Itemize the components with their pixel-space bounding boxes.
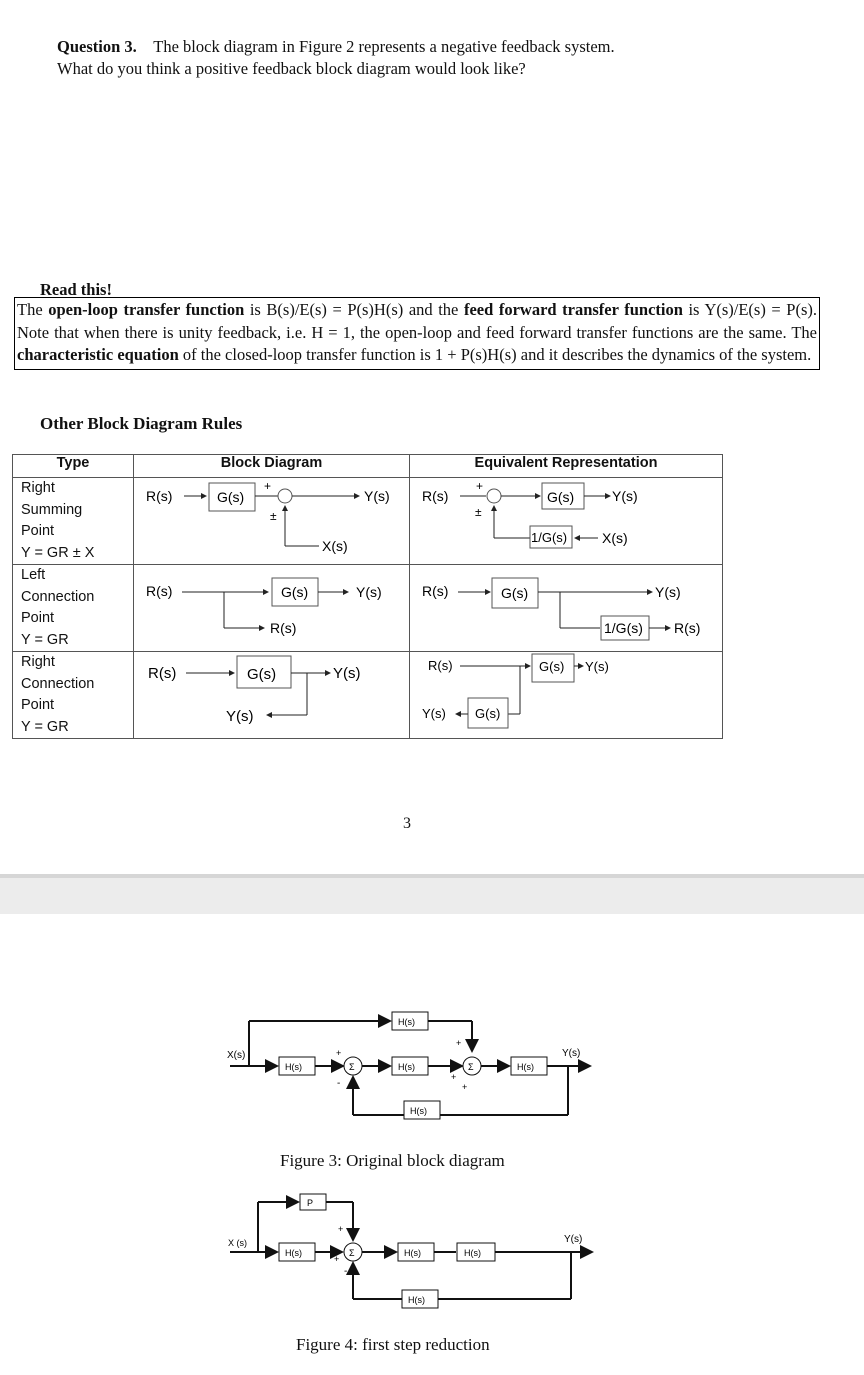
type-line: Summing bbox=[21, 501, 83, 518]
inv-g-label: 1/G(s) bbox=[604, 620, 643, 636]
fig3-sum-1: Σ bbox=[349, 1062, 355, 1072]
g-label: G(s) bbox=[475, 706, 501, 721]
read-bold-3: characteristic equation bbox=[17, 345, 179, 364]
header-block-diagram: Block Diagram bbox=[134, 455, 410, 478]
header-type: Type bbox=[13, 455, 134, 478]
plus-sign: + bbox=[264, 479, 272, 493]
type-right-connection bbox=[13, 652, 134, 739]
y-label: Y(s) bbox=[364, 488, 390, 504]
read-text-3: is Y(s)/E(s) = P(s). Note that when there is unity feedback, i.e. H = 1, the open-loop and feed forward transfer functions are the same. The bbox=[17, 300, 817, 342]
g-label: G(s) bbox=[247, 666, 277, 683]
figure-3-caption: Figure 3: Original block diagram bbox=[280, 1151, 505, 1170]
type-left-connection bbox=[13, 565, 134, 652]
page-gap bbox=[0, 874, 864, 914]
fig4-block-h4: H(s) bbox=[408, 1295, 425, 1305]
read-bold-1: open-loop transfer function bbox=[48, 300, 245, 319]
fig4-block-h1: H(s) bbox=[285, 1248, 302, 1258]
type-line: Y = GR bbox=[21, 718, 69, 735]
fig3-block-h4: H(s) bbox=[517, 1062, 534, 1072]
read-text-4: of the closed-loop transfer function is 1 + P(s)H(s) and it describes the dynamics of the system. bbox=[178, 345, 812, 364]
fig3-block-h3: H(s) bbox=[398, 1062, 415, 1072]
equivalent-right-connection bbox=[410, 652, 723, 739]
r-label: R(s) bbox=[422, 488, 449, 504]
read-this-title: Read this! bbox=[40, 280, 112, 299]
type-right-summing bbox=[13, 478, 134, 565]
type-line: Right bbox=[21, 654, 55, 670]
fig4-minus: - bbox=[344, 1266, 348, 1277]
fig3-block-h2: H(s) bbox=[285, 1062, 302, 1072]
pm-sign: ± bbox=[475, 505, 482, 519]
type-line: Connection bbox=[21, 675, 95, 692]
question-3 bbox=[57, 36, 817, 80]
header-equivalent: Equivalent Representation bbox=[410, 455, 723, 478]
page-number: 3 bbox=[403, 815, 411, 832]
g-label: G(s) bbox=[547, 489, 575, 505]
type-line: Y = GR ± X bbox=[21, 544, 95, 561]
fig4-block-h2: H(s) bbox=[404, 1248, 421, 1258]
question-line-1: The block diagram in Figure 2 represents a negative feedback system. bbox=[153, 37, 615, 56]
equivalent-left-connection bbox=[410, 565, 723, 652]
type-line: Left bbox=[21, 567, 46, 583]
right-connection-diagram bbox=[134, 652, 409, 738]
pm-sign: ± bbox=[270, 509, 277, 523]
page-gap-shadow bbox=[0, 874, 864, 878]
fig3-sum-2: Σ bbox=[468, 1062, 474, 1072]
fig4-block-p: P bbox=[307, 1198, 314, 1208]
y-label: Y(s) bbox=[612, 488, 638, 504]
y-label: Y(s) bbox=[585, 659, 609, 674]
figure-4-diagram bbox=[0, 1182, 864, 1322]
r-label: R(s) bbox=[270, 620, 297, 636]
g-label: G(s) bbox=[217, 489, 245, 505]
r-label: R(s) bbox=[146, 488, 173, 504]
g-label: G(s) bbox=[281, 584, 309, 600]
type-line: Connection bbox=[21, 588, 95, 605]
fig3-plus-left: + bbox=[451, 1072, 457, 1082]
left-connection-equivalent bbox=[410, 565, 722, 651]
type-line: Point bbox=[21, 697, 55, 713]
r-label: R(s) bbox=[422, 583, 449, 599]
plus-sign: + bbox=[476, 479, 484, 493]
x-label: X(s) bbox=[322, 538, 348, 554]
type-line: Point bbox=[21, 523, 55, 539]
left-connection-diagram bbox=[134, 565, 409, 651]
fig4-input: X (s) bbox=[228, 1238, 247, 1248]
fig4-output: Y(s) bbox=[564, 1234, 583, 1245]
y-label: Y(s) bbox=[356, 584, 382, 600]
y-label: Y(s) bbox=[422, 706, 446, 721]
type-line: Point bbox=[21, 610, 55, 626]
fig4-plus-left: + bbox=[334, 1254, 340, 1264]
fig3-plus-bottom: + bbox=[462, 1082, 468, 1092]
question-label: Question 3. bbox=[57, 37, 137, 56]
fig3-block-h5: H(s) bbox=[410, 1106, 427, 1116]
type-line: Right bbox=[21, 480, 55, 496]
right-summing-equivalent bbox=[410, 478, 722, 564]
diagram-right-summing bbox=[134, 478, 410, 565]
read-bold-2: feed forward transfer function bbox=[463, 300, 683, 319]
r-label: R(s) bbox=[674, 620, 701, 636]
y-label: Y(s) bbox=[226, 708, 254, 725]
read-this-box bbox=[14, 297, 820, 370]
type-line: Y = GR bbox=[21, 631, 69, 648]
rules-table bbox=[12, 454, 723, 739]
diagram-right-connection bbox=[134, 652, 410, 739]
figure-4-caption: Figure 4: first step reduction bbox=[296, 1335, 490, 1354]
question-line-2: What do you think a positive feedback block diagram would look like? bbox=[57, 59, 526, 78]
fig4-plus-top: + bbox=[338, 1224, 344, 1234]
fig3-output: Y(s) bbox=[562, 1048, 581, 1059]
r-label: R(s) bbox=[146, 583, 173, 599]
r-label: R(s) bbox=[428, 658, 453, 673]
r-label: R(s) bbox=[148, 665, 177, 682]
rules-title: Other Block Diagram Rules bbox=[40, 414, 243, 433]
read-text-1: The bbox=[17, 300, 49, 319]
fig3-minus: - bbox=[337, 1078, 341, 1089]
read-text-2: is B(s)/E(s) = P(s)H(s) and the bbox=[244, 300, 464, 319]
fig3-block-h1: H(s) bbox=[398, 1017, 415, 1027]
g-label: G(s) bbox=[501, 585, 529, 601]
right-summing-diagram bbox=[134, 478, 409, 564]
x-label: X(s) bbox=[602, 530, 628, 546]
fig3-input: X(s) bbox=[227, 1050, 246, 1061]
diagram-left-connection bbox=[134, 565, 410, 652]
equivalent-right-summing bbox=[410, 478, 723, 565]
document-page-2 bbox=[0, 914, 864, 1375]
fig4-sum: Σ bbox=[349, 1248, 355, 1258]
right-connection-equivalent bbox=[410, 652, 722, 738]
y-label: Y(s) bbox=[655, 584, 681, 600]
g-label: G(s) bbox=[539, 659, 565, 674]
y-label: Y(s) bbox=[333, 665, 361, 682]
fig3-plus-top: + bbox=[456, 1038, 462, 1048]
fig3-plus: + bbox=[336, 1048, 342, 1058]
inv-g-label: 1/G(s) bbox=[531, 530, 568, 545]
fig4-block-h3: H(s) bbox=[464, 1248, 481, 1258]
